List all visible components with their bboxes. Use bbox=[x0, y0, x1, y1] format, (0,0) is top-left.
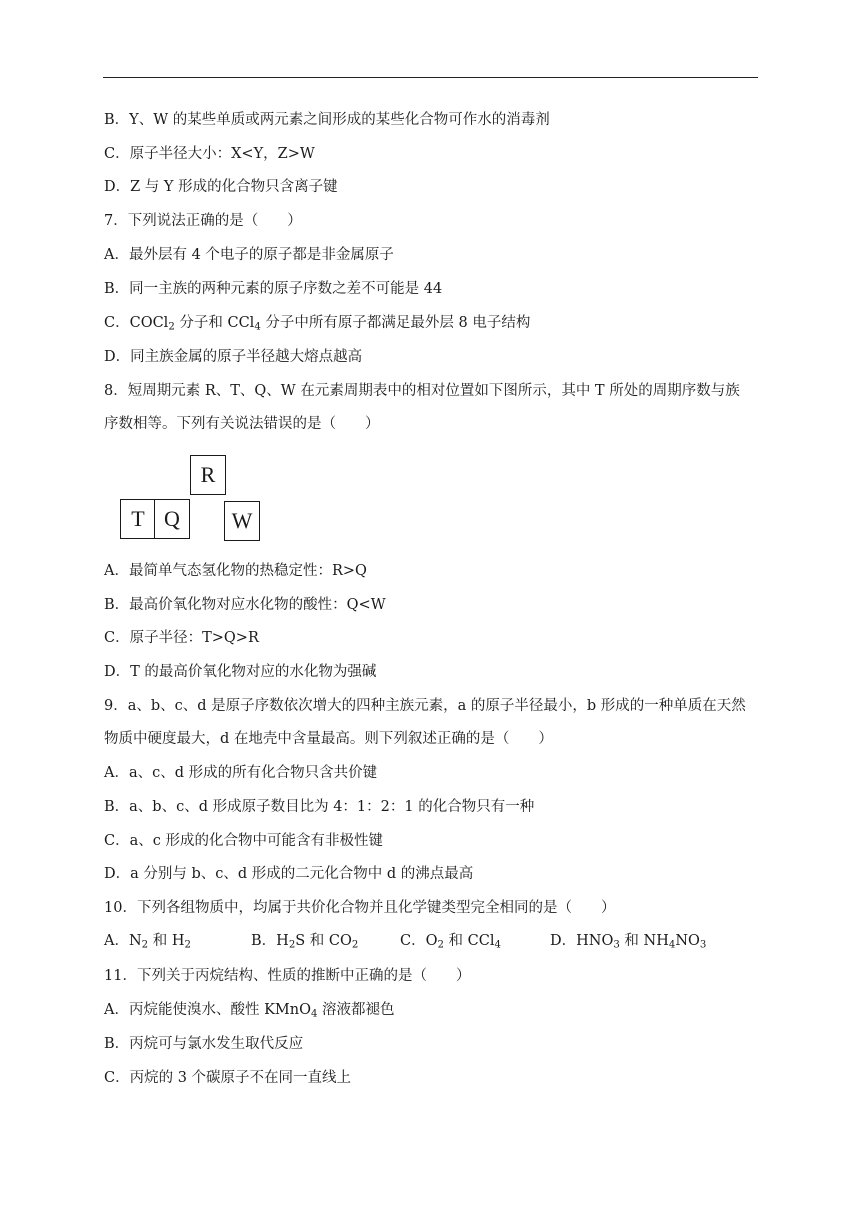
q11-option-b: B．丙烷可与氯水发生取代反应 bbox=[104, 1036, 304, 1052]
q11-stem: 11．下列关于丙烷结构、性质的推断中正确的是（ ） bbox=[104, 968, 471, 984]
q9-option-a: A．a、c、d 形成的所有化合物只含共价键 bbox=[104, 765, 378, 781]
q11-option-a: A．丙烷能使溴水、酸性 KMnO$_4$ 溶液都褪色 bbox=[104, 1002, 395, 1020]
q7-stem: 7．下列说法正确的是（ ） bbox=[104, 213, 302, 229]
q9-option-b: B．a、b、c、d 形成原子数目比为 4：1：2：1 的化合物只有一种 bbox=[104, 799, 535, 815]
q6-option-c: C．原子半径大小：X<Y，Z>W bbox=[104, 146, 315, 162]
q11-option-c: C．丙烷的 3 个碳原子不在同一直线上 bbox=[104, 1070, 352, 1086]
q7-option-d: D．同主族金属的原子半径越大熔点越高 bbox=[104, 349, 363, 365]
q10-option-c: C．$O_2$ 和 CCl$_4$ bbox=[400, 933, 501, 951]
q10-option-d: D．$HNO_3$ 和 $NH_4NO_3$ bbox=[550, 933, 707, 951]
q9-option-c: C．a、c 形成的化合物中可能含有非极性键 bbox=[104, 833, 383, 849]
table-cell-r: R bbox=[190, 455, 226, 495]
table-cell-t: T bbox=[120, 499, 156, 539]
q7-option-b: B．同一主族的两种元素的原子序数之差不可能是 44 bbox=[104, 281, 443, 297]
q8-option-c: C．原子半径：T>Q>R bbox=[104, 630, 259, 646]
q9-stem-line1: 9．a、b、c、d 是原子序数依次增大的四种主族元素，a 的原子半径最小，b 形成的一种单质在天然 bbox=[104, 698, 746, 714]
header-rule bbox=[103, 77, 758, 78]
q8-option-d: D．T 的最高价氧化物对应的水化物为强碱 bbox=[104, 664, 377, 680]
q8-option-a: A．最简单气态氢化物的热稳定性：R>Q bbox=[104, 563, 367, 579]
q10-stem: 10．下列各组物质中，均属于共价化合物并且化学键类型完全相同的是（ ） bbox=[104, 900, 616, 916]
q6-option-d: D．Z 与 Y 形成的化合物只含离子键 bbox=[104, 179, 338, 195]
periodic-table-diagram bbox=[118, 455, 268, 545]
q6-option-b: B．Y、W 的某些单质或两元素之间形成的某些化合物可作水的消毒剂 bbox=[104, 112, 550, 128]
q7-option-a: A．最外层有 4 个电子的原子都是非金属原子 bbox=[104, 247, 394, 263]
q9-stem-line2: 物质中硬度最大，d 在地壳中含量最高。则下列叙述正确的是（ ） bbox=[104, 731, 553, 747]
table-cell-w: W bbox=[224, 501, 260, 541]
q8-stem-line1: 8．短周期元素 R、T、Q、W 在元素周期表中的相对位置如下图所示，其中 T 所处的周期序数与族 bbox=[104, 383, 740, 399]
q8-option-b: B．最高价氧化物对应水化物的酸性：Q<W bbox=[104, 597, 386, 613]
q10-option-a: A．$N_2$ 和 $H_2$ bbox=[104, 933, 191, 951]
table-cell-q: Q bbox=[154, 499, 190, 539]
q10-option-b: B．$H_2S$ 和 $CO_2$ bbox=[251, 933, 359, 951]
q7-option-c: C．COCl$_2$ 分子和 CCl$_4$ 分子中所有原子都满足最外层 8 电子结构 bbox=[104, 315, 531, 333]
q8-stem-line2: 序数相等。下列有关说法错误的是（ ） bbox=[104, 416, 380, 432]
q9-option-d: D．a 分别与 b、c、d 形成的二元化合物中 d 的沸点最高 bbox=[104, 866, 474, 882]
